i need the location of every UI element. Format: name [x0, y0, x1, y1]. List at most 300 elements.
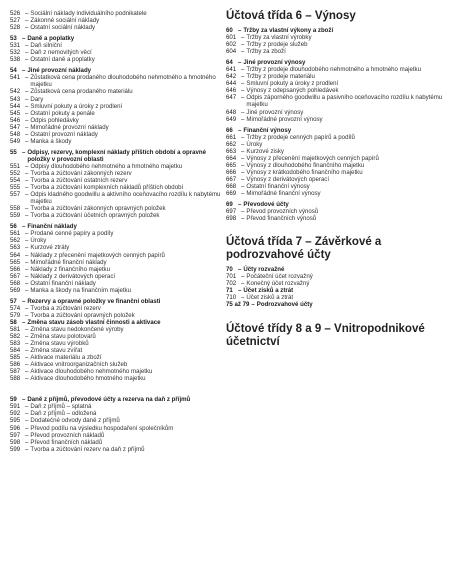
separator: – [25, 130, 29, 138]
account-name: Mimořádné provozní výnosy [246, 115, 323, 123]
account-item [226, 116, 448, 123]
account-code: 561 [10, 230, 21, 238]
account-item [10, 138, 224, 145]
account-name: Výnosy z derivátových operací [246, 175, 330, 183]
separator: – [25, 49, 29, 57]
account-code: 574 [10, 304, 21, 312]
account-code: 552 [10, 169, 21, 177]
account-code: 566 [10, 265, 21, 273]
account-name: Finanční výnosy [243, 126, 292, 134]
account-code: 663 [226, 147, 237, 155]
separator: – [241, 73, 245, 81]
account-item [10, 425, 224, 432]
account-code: 648 [226, 108, 237, 116]
account-item [10, 410, 224, 417]
account-item [10, 347, 224, 354]
separator: – [22, 35, 26, 43]
account-name: Tvorba a zúčtování účetních opravných položek [30, 212, 160, 220]
account-name: Prodané cenné papíry a podíly [30, 230, 114, 238]
account-name: Odpis kladného goodwillu a aktivního oceňovacího rozdílu k nabytému majetku [30, 191, 221, 206]
account-name: Tvorba a zúčtování ostatních rezerv [30, 177, 128, 185]
right-column [226, 10, 448, 349]
account-item [226, 80, 448, 87]
separator: – [25, 258, 29, 266]
account-item [10, 266, 224, 273]
account-name: Tvorba a zúčtování rezerv na daň z příjmů [30, 445, 145, 453]
account-item [10, 375, 224, 382]
account-code: 562 [10, 237, 21, 245]
account-item [226, 183, 448, 190]
account-code: 587 [10, 368, 21, 376]
account-name: Tvorba a zúčtování komplexních nákladů příštích období [30, 184, 184, 192]
account-name: Náklady z přecenění majetkových cenných papírů [30, 251, 165, 259]
account-name: Změna stavu nedokončené výroby [30, 325, 124, 333]
account-item [226, 208, 448, 215]
separator: – [241, 190, 245, 198]
separator: – [25, 177, 29, 185]
account-code: 546 [10, 116, 21, 124]
account-code: 565 [10, 258, 21, 266]
account-name: Účty rozvažné [243, 266, 285, 274]
separator: – [241, 154, 245, 162]
account-name: Převod provozních nákladů [30, 431, 105, 439]
account-code: 563 [10, 244, 21, 252]
account-name: Výnosy z krátkodobého finančního majetku [246, 168, 363, 176]
separator: – [25, 169, 29, 177]
account-item [226, 162, 448, 169]
account-item [226, 73, 448, 80]
account-code: 551 [10, 162, 21, 170]
account-name: Tvorba a zúčtování opravných položek [30, 311, 135, 319]
account-code: 60 [226, 27, 233, 34]
separator: – [241, 215, 245, 223]
account-code: 64 [226, 59, 233, 67]
account-name: Převod podílu na výsledku hospodaření společníkům [30, 424, 174, 432]
account-name: Odpis pohledávky [30, 116, 79, 124]
separator: – [241, 34, 245, 42]
account-code: 532 [10, 49, 21, 57]
account-name: Daň silniční [30, 42, 62, 50]
account-name: Smluvní pokuty a úroky z prodlení [246, 80, 339, 88]
separator: – [22, 297, 26, 305]
account-code: 564 [10, 251, 21, 259]
separator: – [25, 191, 29, 199]
account-code: 547 [10, 123, 21, 131]
separator: – [22, 396, 26, 404]
account-name: Úroky [30, 237, 47, 245]
account-name: Změna stavu polotovarů [30, 333, 96, 341]
account-code: 701 [226, 273, 237, 281]
separator: – [25, 340, 29, 348]
account-item [226, 273, 448, 280]
separator: – [241, 41, 245, 49]
account-name: Tržby za zboží [246, 48, 286, 56]
account-group [10, 396, 224, 403]
account-name: Daně a poplatky [27, 35, 75, 43]
account-code: 597 [10, 431, 21, 439]
account-name: Mimořádné finanční náklady [30, 258, 107, 266]
account-name: Jiné provozní výnosy [246, 108, 304, 116]
account-code: 528 [10, 24, 21, 32]
account-name: Manka a škody [30, 137, 72, 145]
separator: – [241, 161, 245, 169]
separator: – [25, 403, 29, 411]
account-item [226, 41, 448, 48]
account-item [10, 326, 224, 333]
separator: – [25, 311, 29, 319]
separator: – [25, 102, 29, 110]
account-code: 569 [10, 286, 21, 294]
account-item [10, 88, 224, 95]
account-name: Tržby za vlastní výrobky [246, 34, 312, 42]
account-code: 527 [10, 17, 21, 25]
separator: – [25, 424, 29, 432]
separator: – [25, 361, 29, 369]
account-name: Počáteční účet rozvažný [246, 273, 313, 281]
account-item [10, 184, 224, 191]
account-name: Zůstatková cena prodaného materiálu [30, 88, 133, 96]
account-item [10, 177, 224, 184]
account-item [10, 124, 224, 131]
separator: – [241, 94, 245, 102]
account-item [10, 417, 224, 424]
account-code: 558 [10, 205, 21, 213]
separator: – [241, 80, 245, 88]
separator: – [241, 175, 245, 183]
separator: – [241, 133, 245, 141]
account-name: Jiné provozní výnosy [243, 59, 306, 67]
account-group [10, 67, 224, 74]
account-item [226, 215, 448, 222]
account-item [10, 24, 224, 31]
account-name: Převodové účty [243, 201, 289, 209]
account-name: Ostatní finanční náklady [30, 279, 96, 287]
account-code: 596 [10, 424, 21, 432]
separator: – [25, 325, 29, 333]
account-item [10, 49, 224, 56]
account-name: Zákonné sociální náklady [30, 17, 100, 25]
account-name: Výnosy z dlouhodobého finančního majetku [246, 161, 365, 169]
account-code: 66 [226, 126, 233, 134]
account-code: 588 [10, 375, 21, 383]
account-item [226, 134, 448, 141]
account-item [10, 170, 224, 177]
account-item [10, 131, 224, 138]
account-code: 697 [226, 208, 237, 216]
account-code: 568 [10, 279, 21, 287]
account-item [10, 117, 224, 124]
account-code: 649 [226, 115, 237, 123]
account-item [10, 287, 224, 294]
account-name: Aktivace vnitroorganizačních služeb [30, 361, 128, 369]
account-name: Tvorba a zúčtování rezerv [30, 304, 101, 312]
account-item [10, 432, 224, 439]
account-name: Kurzové ztráty [30, 244, 70, 252]
account-name: Konečný účet rozvažný [246, 280, 310, 288]
account-code: 647 [226, 94, 237, 102]
account-item [10, 361, 224, 368]
account-item [226, 141, 448, 148]
account-name: Převod finančních výnosů [246, 215, 317, 223]
account-name: Tržby z prodeje služeb [246, 41, 308, 49]
account-name: Odpis záporného goodwillu a pasivního oceňovacího rozdílu k nabytému majetku [246, 94, 443, 109]
separator: – [25, 251, 29, 259]
account-code: 598 [10, 438, 21, 446]
account-name: Aktivace dlouhodobého nehmotného majetku [30, 368, 153, 376]
account-code: 69 [226, 201, 233, 209]
account-code: 531 [10, 42, 21, 50]
account-code: 591 [10, 403, 21, 411]
separator: – [22, 318, 26, 326]
account-code: 584 [10, 347, 21, 355]
separator: – [251, 301, 255, 309]
separator: – [241, 273, 245, 281]
account-group [10, 35, 224, 42]
account-item [10, 10, 224, 17]
separator: – [25, 56, 29, 64]
account-name: Ostatní provozní náklady [30, 130, 98, 138]
account-code: 702 [226, 280, 237, 288]
separator: – [241, 147, 245, 155]
account-code: 585 [10, 354, 21, 362]
account-name: Ostatní daně a poplatky [30, 56, 95, 64]
account-name: Zůstatková cena prodaného dlouhodobého nehmotného a hmotného majetku [30, 74, 216, 89]
account-name: Aktivace materiálu a zboží [30, 354, 102, 362]
account-name: Manka a škody na finančním majetku [30, 286, 131, 294]
account-code: 665 [226, 161, 237, 169]
account-code: 541 [10, 74, 21, 82]
account-item [10, 230, 224, 237]
account-group [226, 201, 448, 208]
account-group [10, 149, 224, 163]
account-name: Tvorba a zúčtování zákonných rezerv [30, 169, 132, 177]
account-item [226, 176, 448, 183]
separator: – [25, 17, 29, 25]
account-name: Výnosy z přecenění majetkových cenných papírů [246, 154, 379, 162]
account-item [10, 280, 224, 287]
account-code: 646 [226, 87, 237, 95]
account-item [226, 66, 448, 73]
account-code: 583 [10, 340, 21, 348]
separator: – [22, 223, 26, 231]
account-item [226, 190, 448, 197]
account-code: 542 [10, 88, 21, 96]
separator: – [25, 265, 29, 273]
account-item [226, 48, 448, 55]
account-code: 582 [10, 333, 21, 341]
account-code: 57 [10, 297, 17, 305]
account-item [10, 312, 224, 319]
account-code: 58 [10, 318, 17, 326]
account-group [10, 223, 224, 230]
account-item [10, 333, 224, 340]
separator: – [238, 266, 242, 274]
account-name: Účet zisků a ztrát [246, 294, 294, 302]
separator: – [25, 431, 29, 439]
account-name: Úroky [246, 140, 263, 148]
account-name: Tvorba a zúčtování zákonných opravných položek [30, 205, 166, 213]
account-code: 601 [226, 34, 237, 42]
separator: – [25, 375, 29, 383]
separator: – [25, 417, 29, 425]
account-code: 538 [10, 56, 21, 64]
account-code: 543 [10, 95, 21, 103]
separator: – [22, 148, 26, 156]
separator: – [241, 140, 245, 148]
account-group [226, 301, 448, 308]
account-name: Jiné provozní náklady [27, 67, 92, 75]
account-code: 544 [10, 102, 21, 110]
account-name: Odpisy, rezervy, komplexní náklady příštích období a opravné položky v provozní oblasti [27, 148, 206, 163]
account-item [10, 205, 224, 212]
account-code: 669 [226, 190, 237, 198]
separator: – [241, 115, 245, 123]
separator: – [25, 368, 29, 376]
account-name: Daň z nemovitých věcí [30, 49, 92, 57]
account-code: 698 [226, 215, 237, 223]
account-item [10, 74, 224, 88]
account-item [10, 163, 224, 170]
account-item [10, 244, 224, 251]
account-name: Mimořádné finanční výnosy [246, 190, 321, 198]
account-name: Daň z příjmů – odložená [30, 410, 97, 418]
separator: – [241, 280, 245, 288]
account-item [10, 273, 224, 280]
account-name: Změna stavu výrobků [30, 340, 89, 348]
account-code: 567 [10, 272, 21, 280]
account-item [10, 17, 224, 24]
separator: – [25, 162, 29, 170]
account-group [226, 266, 448, 273]
account-item [10, 305, 224, 312]
account-code: 549 [10, 137, 21, 145]
account-code: 70 [226, 266, 233, 274]
account-code: 557 [10, 191, 21, 199]
class-title: Účtové třídy 8 a 9 – Vnitropodnikové účetnictví [226, 322, 425, 348]
account-item [10, 368, 224, 375]
separator: – [241, 294, 245, 302]
separator: – [25, 272, 29, 280]
account-item [10, 191, 224, 205]
account-name: Odpisy dlouhodobého nehmotného a hmotného majetku [30, 162, 183, 170]
account-name: Převod provozních výnosů [246, 208, 319, 216]
account-item [226, 294, 448, 301]
account-code: 666 [226, 168, 237, 176]
account-code: 668 [226, 182, 237, 190]
separator: – [25, 230, 29, 238]
account-name: Převod finančních nákladů [30, 438, 103, 446]
account-name: Rezervy a opravné položky ve finanční oblasti [27, 297, 161, 305]
account-item [226, 155, 448, 162]
account-code: 586 [10, 361, 21, 369]
separator: – [25, 184, 29, 192]
account-name: Dary [30, 95, 44, 103]
separator: – [25, 116, 29, 124]
account-item [226, 148, 448, 155]
account-group [10, 319, 224, 326]
separator: – [25, 88, 29, 96]
separator: – [25, 279, 29, 287]
account-code: 554 [10, 177, 21, 185]
account-item [10, 354, 224, 361]
account-name: Sociální náklady individuálního podnikatele [30, 10, 147, 17]
account-item [10, 237, 224, 244]
account-code: 559 [10, 212, 21, 220]
account-code: 59 [10, 396, 17, 404]
separator: – [22, 67, 26, 75]
account-code: 661 [226, 133, 237, 141]
account-item [10, 110, 224, 117]
left-column [10, 10, 224, 453]
separator: – [25, 205, 29, 213]
separator: – [25, 445, 29, 453]
account-item [226, 280, 448, 287]
account-code: 71 [226, 287, 233, 295]
account-code: 54 [10, 67, 17, 75]
separator: – [25, 212, 29, 220]
account-item [10, 212, 224, 219]
class-title: Účtová třída 7 – Závěrkové a podrozvahové účty [226, 236, 382, 262]
account-name: Náklady z finančního majetku [30, 265, 110, 273]
account-name: Ostatní finanční výnosy [246, 182, 310, 190]
separator: – [25, 237, 29, 245]
separator: – [25, 95, 29, 103]
account-code: 55 [10, 148, 17, 156]
separator: – [241, 182, 245, 190]
account-item [10, 252, 224, 259]
account-item [226, 94, 448, 108]
account-name: Tržby z prodeje cenných papírů a podílů [246, 133, 355, 141]
separator: – [25, 42, 29, 50]
account-code: 595 [10, 417, 21, 425]
account-code: 644 [226, 80, 237, 88]
account-item [226, 109, 448, 116]
account-code: 642 [226, 73, 237, 81]
account-item [10, 259, 224, 266]
account-name: Účet zisků a ztrát [243, 287, 294, 295]
separator: – [241, 87, 245, 95]
account-item [10, 439, 224, 446]
separator: – [25, 286, 29, 294]
separator: – [241, 168, 245, 176]
account-item [10, 56, 224, 63]
account-group [226, 27, 448, 34]
account-code: 53 [10, 35, 17, 43]
account-name: Ostatní pokuty a penále [30, 109, 95, 117]
separator: – [25, 354, 29, 362]
account-item [10, 446, 224, 453]
account-group [226, 59, 448, 66]
separator: – [25, 123, 29, 131]
separator: – [25, 438, 29, 446]
account-name: Dodatečné odvody daně z příjmů [30, 417, 120, 425]
separator: – [238, 126, 242, 134]
separator: – [25, 10, 29, 17]
separator: – [25, 244, 29, 252]
separator: – [241, 208, 245, 216]
account-code: 667 [226, 175, 237, 183]
account-name: Změna stavu zvířat [30, 347, 83, 355]
account-code: 56 [10, 223, 17, 231]
account-name: Změna stavu zásob vlastní činnosti a aktivace [27, 318, 161, 326]
separator: – [25, 347, 29, 355]
account-item [10, 96, 224, 103]
account-group [226, 287, 448, 294]
account-code: 710 [226, 294, 237, 302]
account-name: Aktivace dlouhodobého hmotného majetku [30, 375, 146, 383]
separator: – [238, 59, 242, 67]
account-code: 579 [10, 311, 21, 319]
